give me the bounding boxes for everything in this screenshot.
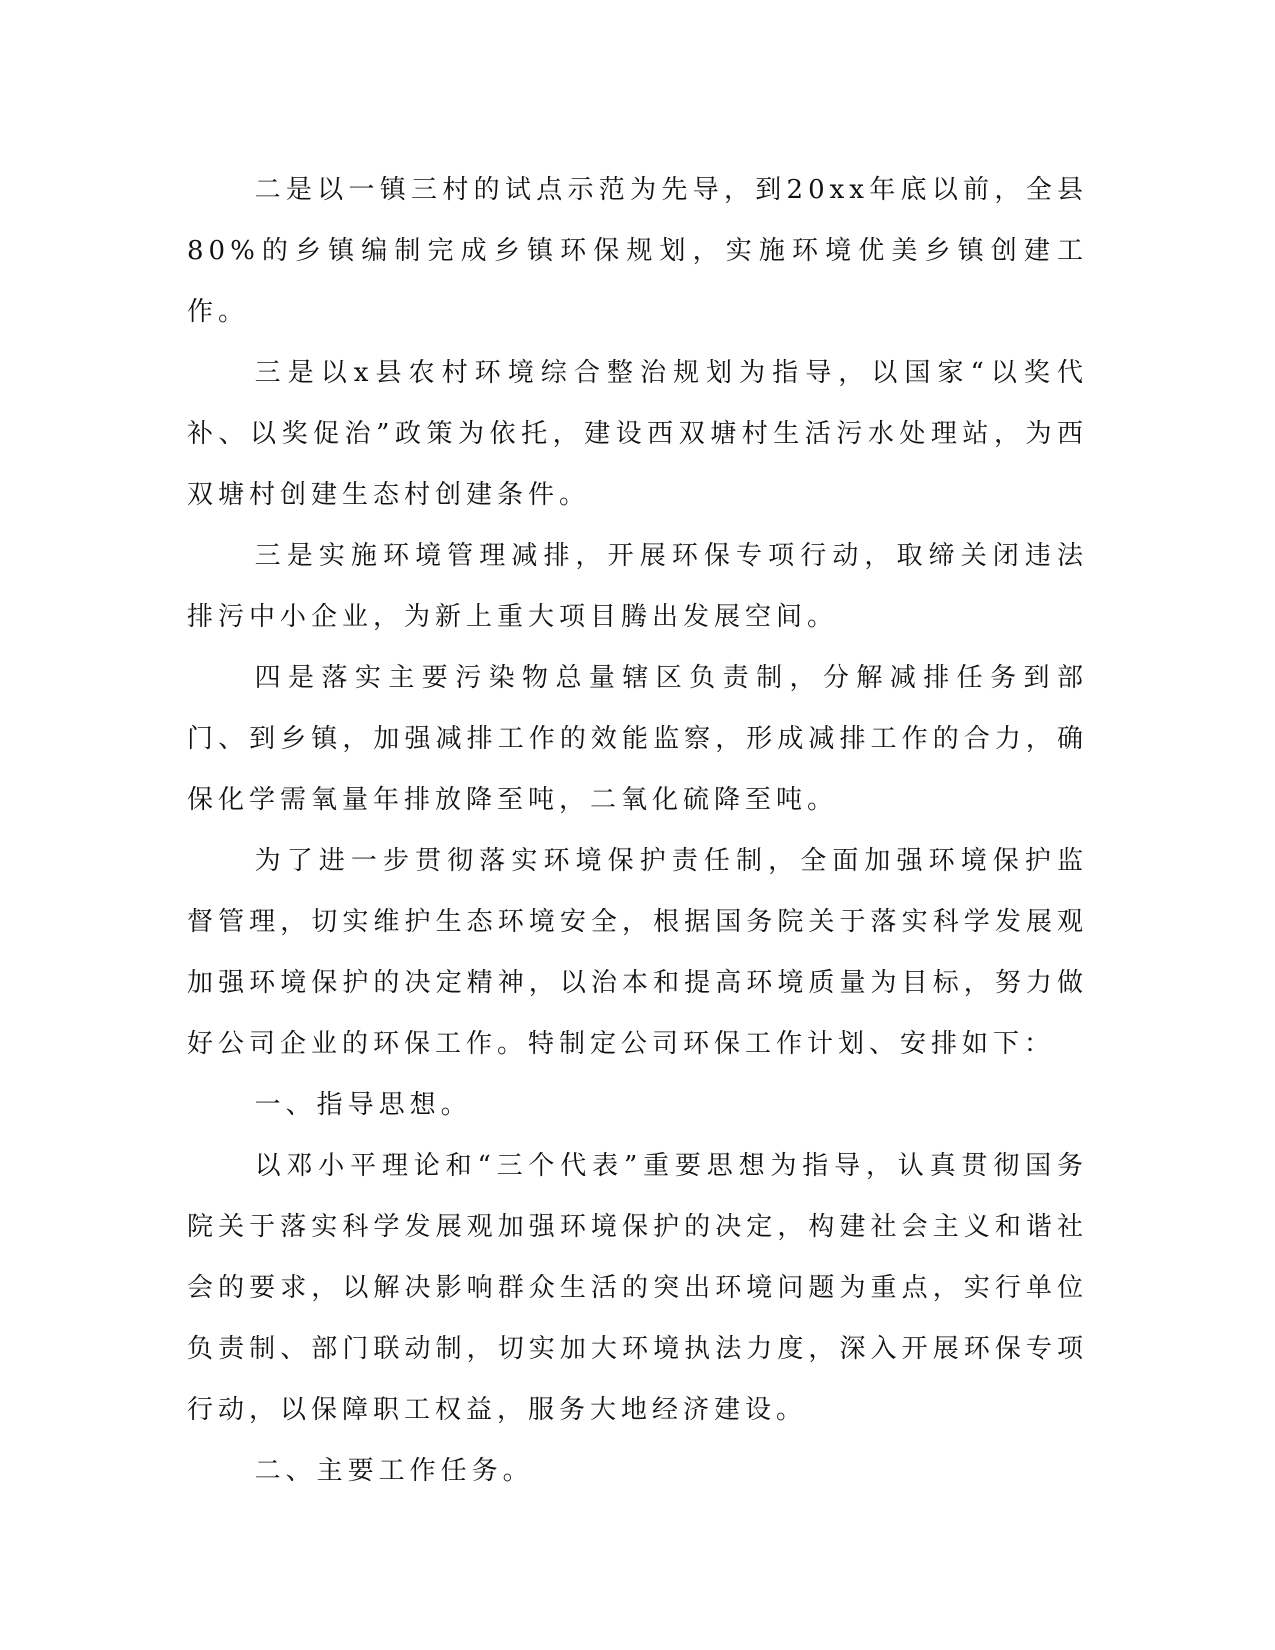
paragraph-rural-environment-plan: 三是以x县农村环境综合整治规划为指导，以国家“以奖代补、以奖促治”政策为依托，建设西双塘村生活污水处理站，为西双塘村创建生态村创建条件。 [187,358,1088,510]
heading-guiding-ideology: 一、指导思想。 [254,1090,472,1120]
paragraph-company-plan-intro: 为了进一步贯彻落实环境保护责任制，全面加强环境保护监督管理，切实维护生态环境安全，根据国务院关于落实科学发展观加强环境保护的决定精神，以治本和提高环境质量为目标，努力做好公司企业的环保工作。特制定公司环保工作计划、安排如下： [187,846,1088,1059]
paragraph-pollutant-total-control: 四是落实主要污染物总量辖区负责制，分解减排任务到部门、到乡镇，加强减排工作的效能监察，形成减排工作的合力，确保化学需氧量年排放降至吨，二氧化硫降至吨。 [187,663,1088,815]
paragraph-pilot-demonstration: 二是以一镇三村的试点示范为先导，到20xx年底以前，全县80%的乡镇编制完成乡镇环保规划，实施环境优美乡镇创建工作。 [187,175,1088,327]
heading-main-tasks: 二、主要工作任务。 [254,1456,534,1486]
paragraph-emission-reduction-action: 三是实施环境管理减排，开展环保专项行动，取缔关闭违法排污中小企业，为新上重大项目腾出发展空间。 [187,541,1088,632]
paragraph-guiding-ideology: 以邓小平理论和“三个代表”重要思想为指导，认真贯彻国务院关于落实科学发展观加强环境保护的决定，构建社会主义和谐社会的要求，以解决影响群众生活的突出环境问题为重点，实行单位负责制、部门联动制，切实加大环境执法力度，深入开展环保专项行动，以保障职工权益，服务大地经济建设。 [187,1151,1088,1425]
